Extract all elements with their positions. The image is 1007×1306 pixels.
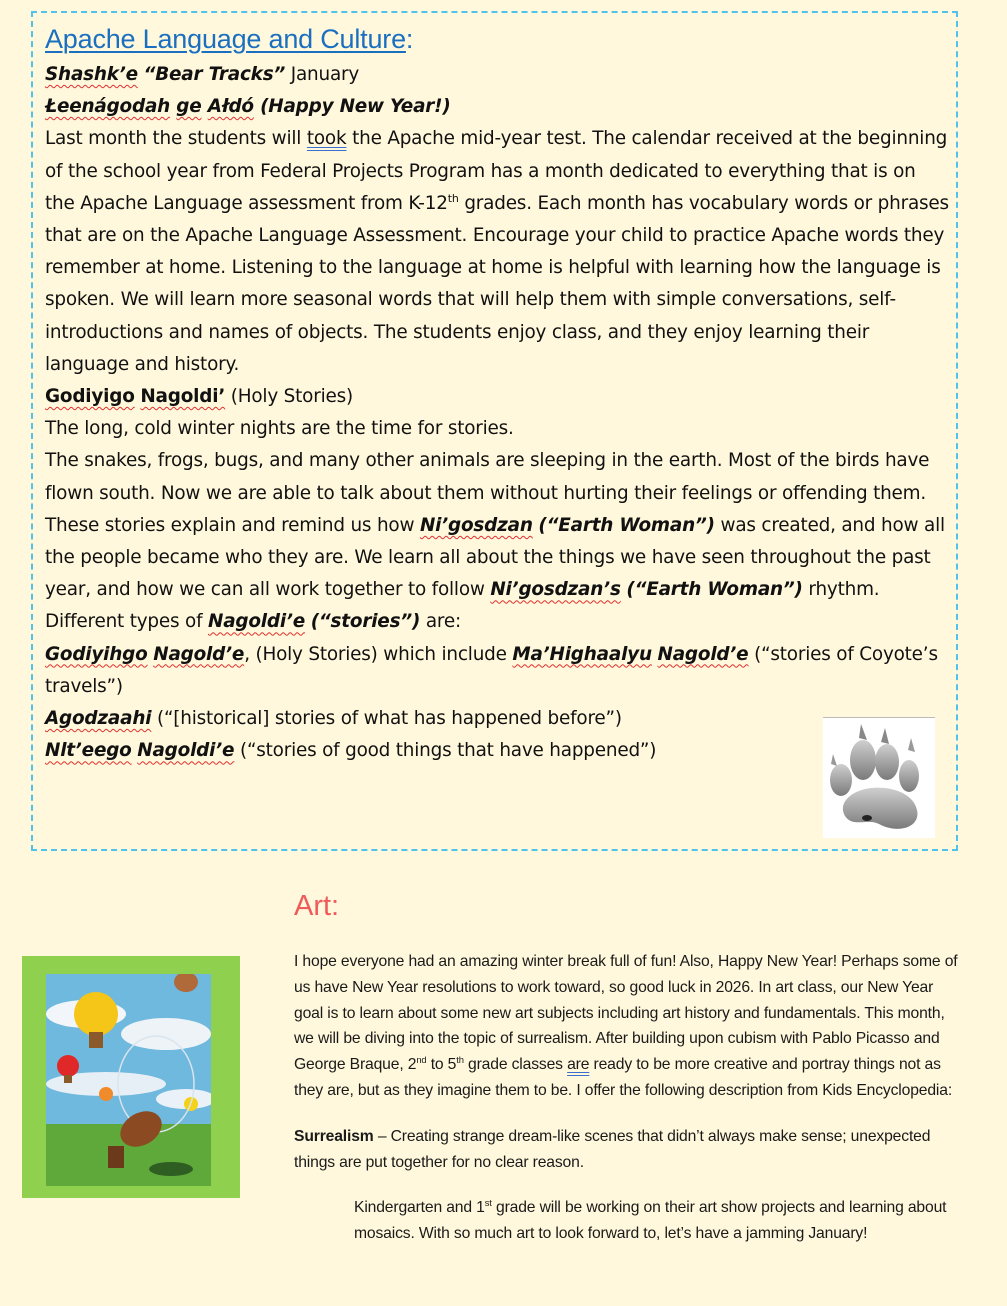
text-run: the Apache mid-year test. The calendar received at the beginning of the school year from Federal Projects Program has a month dedicated to everything that is on the Apache Language assessment from K-12 [45, 128, 948, 214]
art-title: Art: [294, 890, 340, 922]
superscript: th [456, 1053, 464, 1065]
apache-word: Ni’gosdzan [419, 514, 533, 536]
greeting-word: Łeenágodah [45, 96, 171, 118]
text-run: to 5 [426, 1056, 457, 1074]
text-run: These stories explain and remind us how [45, 514, 420, 536]
apache-paragraph-3: The snakes, frogs, bugs, and many other animals are sleeping in the earth. Most of the birds have flown south. Now we are able to talk about them without hurting their feelings or offending them. [45, 450, 930, 504]
text-run: grade classes [463, 1056, 568, 1074]
apache-section [31, 11, 958, 851]
greeting-word: ge [176, 96, 202, 118]
art-paragraph-1 [294, 949, 966, 1104]
bear-paw-image [823, 717, 935, 838]
text-run: I hope everyone had an amazing winter break full of fun! Also, Happy New Year! Perhaps some of us have New Year resolutions to work toward, so good luck in 2026. In art class, our New Year goal is to learn about some new art subjects including art history and fundamentals. This month, we will be diving into the topic of surrealism. After building upon cubism with Pablo Picasso and George Braque, 2 [294, 953, 958, 1074]
grammar-flag-took: took [306, 128, 347, 150]
spacer [294, 1104, 966, 1124]
apache-word: Ma’Highaalyu [512, 643, 652, 665]
text-run: (“[historical] stories of what has happened before”) [151, 708, 622, 730]
month-line [45, 59, 950, 91]
superscript: th [447, 191, 459, 205]
story-type-2 [45, 703, 950, 735]
superscript: st [484, 1197, 492, 1209]
month-name: January [290, 64, 360, 85]
grammar-flag-are: are [567, 1056, 590, 1074]
apache-word: Nagoldi’ [140, 386, 226, 408]
superscript: nd [416, 1053, 427, 1065]
apache-word: Nagoldi’e [137, 740, 235, 762]
definition-text: – Creating strange dream-like scenes that didn’t always make sense; unexpected things are put together for no clear reason. [294, 1127, 931, 1171]
text-run: rhythm. [802, 579, 880, 601]
translation: (“Earth Woman”) [626, 579, 803, 601]
apache-title-colon: : [405, 24, 414, 54]
text-run: Kindergarten and 1 [354, 1199, 485, 1217]
text-run: grades. Each month has vocabulary words or phrases that are on the Apache Language Assessment. Encourage your child to practice Apache words they remember at home. Listening to the language at home is helpful with learning how the language is spoken. We will learn more seasonal words that will help them with simple conversations, self-introductions and names of objects. The students enjoy class, and they enjoy learning their language and history. [45, 192, 949, 375]
apache-word: Agodzaahi [45, 708, 152, 730]
translation: (“Earth Woman”) [538, 514, 715, 536]
apache-paragraph-5 [45, 606, 950, 638]
greeting-translation: (Happy New Year!) [260, 96, 451, 118]
apache-word: Nagoldi’e [208, 611, 306, 633]
story-type-3 [45, 735, 950, 767]
art-image-frame [22, 956, 240, 1198]
text-run: was created, and how all the people became who they are. We learn all about the things we have seen throughout the past year, and how we can all work together to follow [45, 514, 945, 601]
text-run: Different types of [45, 611, 208, 633]
apache-word: Godiyihgo [45, 643, 148, 665]
definition-term: Surrealism [294, 1127, 374, 1145]
apache-word: Nagold’e [657, 643, 749, 665]
lightbulb-balloon-image [46, 974, 211, 1186]
month-word: Shashk’e [45, 64, 138, 85]
text-run: Last month the students will [45, 128, 307, 150]
apache-paragraph-2: The long, cold winter nights are the time for stories. [45, 418, 514, 440]
holy-stories-heading [45, 381, 950, 413]
apache-word: Ni’gosdzan’s [490, 579, 621, 601]
spacer [294, 1175, 966, 1195]
text-run: ready to be more creative and portray things not as they are, but as they imagine them to be. I offer the following description from Kids Encyclopedia: [294, 1056, 953, 1099]
apache-content [45, 19, 950, 767]
text-run: (“stories of good things that have happened”) [234, 740, 657, 762]
apache-paragraph-4 [45, 510, 950, 607]
text-run: are: [420, 611, 461, 633]
month-translation: “Bear Tracks” [143, 64, 286, 85]
art-paragraph-3 [294, 1195, 966, 1247]
translation: (Holy Stories) [230, 386, 353, 408]
apache-word: Nagold’e [153, 643, 245, 665]
bear-paw-icon [823, 718, 935, 838]
apache-paragraph-1 [45, 123, 950, 381]
story-type-1 [45, 639, 950, 703]
text-run: (“stories of Coyote’s travels”) [45, 643, 938, 697]
surrealism-definition [294, 1124, 966, 1176]
apache-word: Nlt’eego [45, 740, 132, 762]
text-run: , (Holy Stories) which include [244, 643, 513, 665]
apache-title-text: Apache Language and Culture [45, 24, 406, 54]
art-body [294, 949, 966, 1247]
greeting-line [45, 91, 950, 123]
translation: (“stories”) [310, 611, 421, 633]
apache-title [45, 19, 950, 59]
apache-word: Godiyigo [45, 386, 135, 408]
text-run: grade will be working on their art show projects and learning about mosaics. With so much art to look forward to, let’s have a jamming January! [354, 1199, 947, 1243]
greeting-word: Ałdó [207, 96, 254, 118]
